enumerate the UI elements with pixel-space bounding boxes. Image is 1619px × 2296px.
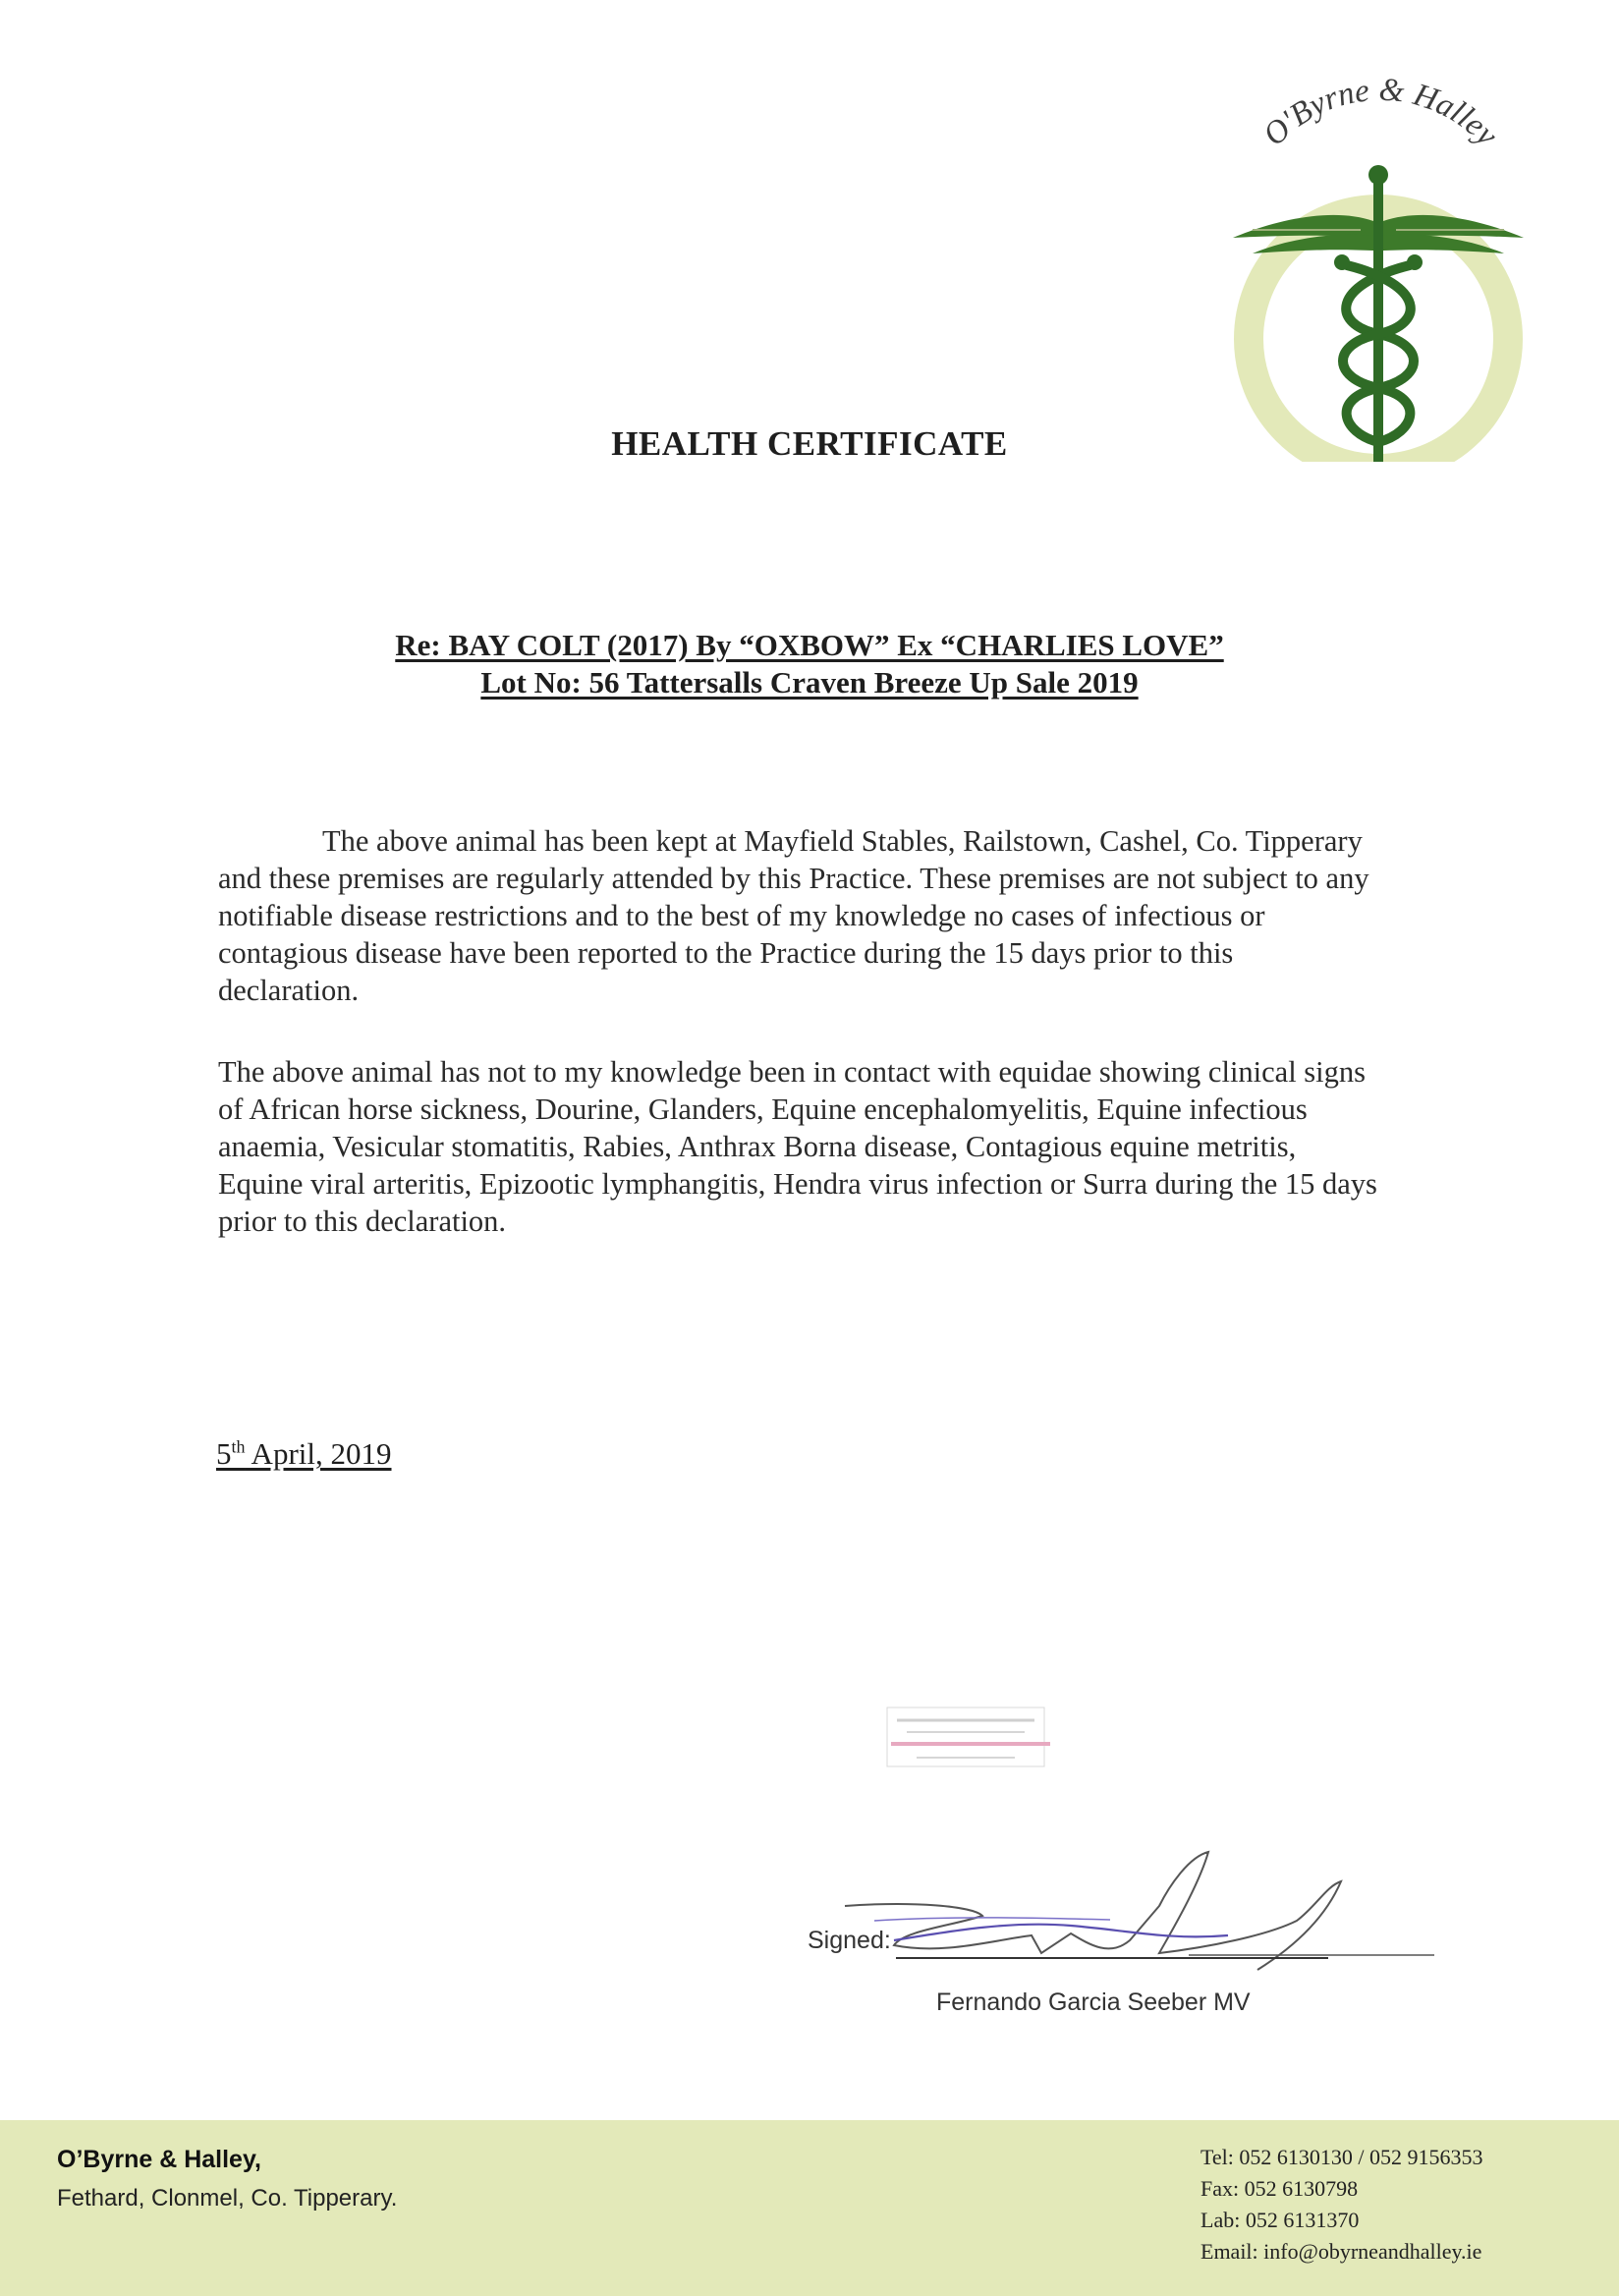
- handwritten-signature: [835, 1847, 1444, 1985]
- caduceus-icon: [1213, 128, 1547, 462]
- footer-email: Email: info@obyrneandhalley.ie: [1200, 2239, 1482, 2264]
- footer-company-name: O’Byrne & Halley,: [57, 2146, 261, 2173]
- signature-line: [896, 1957, 1328, 1959]
- declaration-paragraph-premises: The above animal has been kept at Mayfield Stables, Railstown, Cashel, Co. Tipperary and these premises are regularly attended by this Practice. These premises are not subject to any notifiable disease restrictions and to the best of my knowledge no cases of infectious or contagious disease have been reported to the Practice during the 15 days prior to this declaration.: [218, 824, 1369, 1007]
- date-month-year: April, 2019: [245, 1436, 392, 1471]
- date-suffix: th: [231, 1436, 246, 1457]
- subject-line-horse: Re: BAY COLT (2017) By “OXBOW” Ex “CHARLIES LOVE”: [395, 628, 1224, 662]
- footer-lab: Lab: 052 6131370: [1200, 2208, 1360, 2232]
- practice-stamp: [877, 1703, 1059, 1771]
- subject-line-lot: Lot No: 56 Tattersalls Craven Breeze Up Sale 2019: [480, 665, 1139, 700]
- declaration-paragraph-contact: The above animal has not to my knowledge been in contact with equidae showing clinical signs of African horse sickness, Dourine, Glanders, Equine encephalomyelitis, Equine infectious anaemia, Vesicular stomatitis, Rabies, Anthrax Borna disease, Contagious equine metritis, Equine viral arteritis, Epizootic lymphangitis, Hendra virus infection or Surra during the 15 days prior to this declaration.: [218, 1055, 1377, 1238]
- signed-label: Signed:: [808, 1927, 891, 1954]
- footer-contact-details: [1200, 2142, 1483, 2268]
- footer-tel: Tel: 052 6130130 / 052 9156353: [1200, 2145, 1483, 2169]
- footer-address: Fethard, Clonmel, Co. Tipperary.: [57, 2185, 398, 2212]
- page-title: HEALTH CERTIFICATE: [611, 424, 1008, 463]
- subject-block: [0, 627, 1619, 701]
- logo-text: O'Byrne & Halley: [1256, 72, 1505, 153]
- footer-fax: Fax: 052 6130798: [1200, 2176, 1359, 2201]
- date-day: 5: [216, 1436, 232, 1471]
- declaration-date: [216, 1436, 392, 1472]
- signer-name: Fernando Garcia Seeber MV: [936, 1988, 1251, 2016]
- practice-logo: [1213, 69, 1547, 462]
